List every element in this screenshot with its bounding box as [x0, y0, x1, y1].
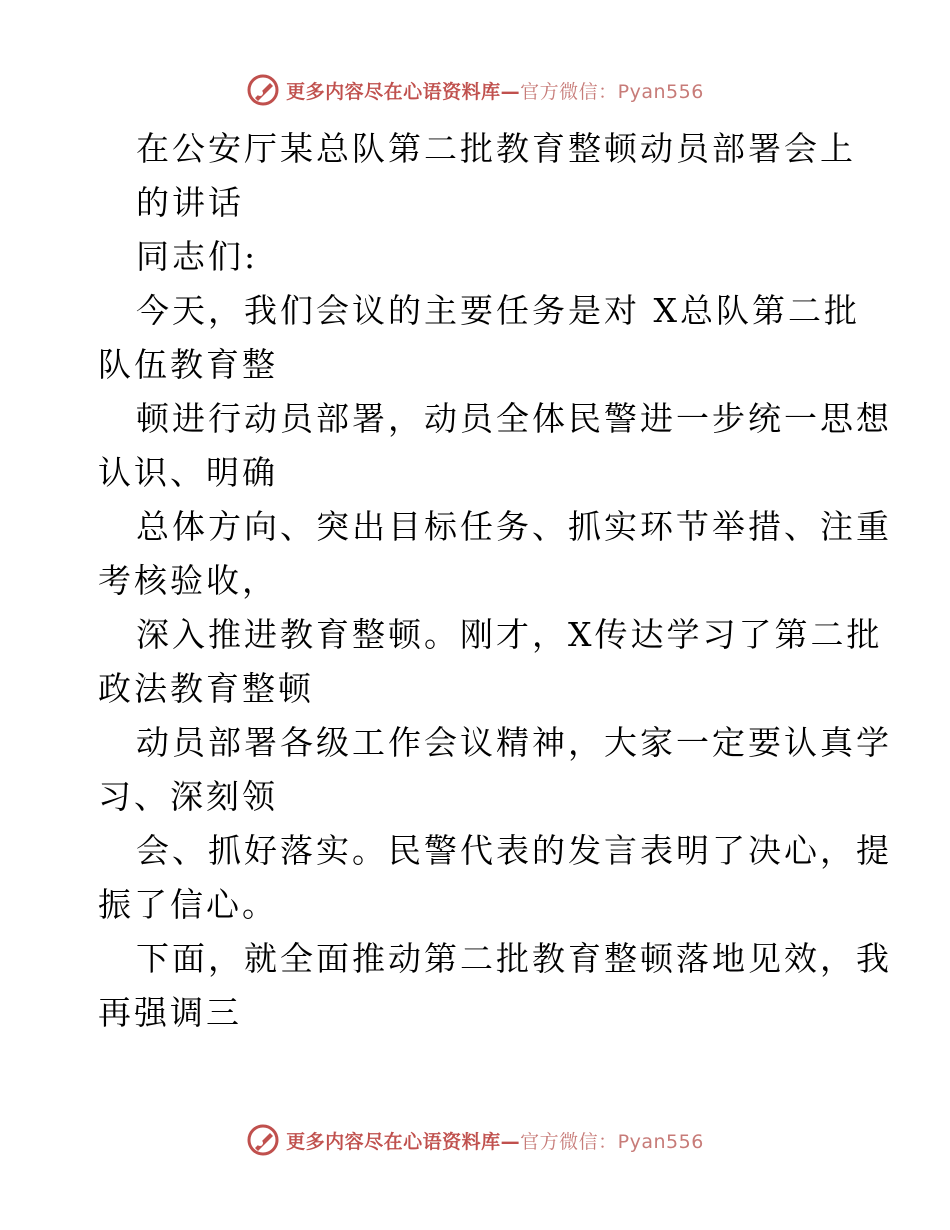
text-line: 考核验收，	[98, 561, 278, 600]
text-line: 同志们:	[136, 237, 259, 276]
text-line: 下面，就全面推动第二批教育整顿落地见效，我	[136, 939, 892, 978]
text-line: 的讲话	[136, 183, 244, 222]
text-line: 政法教育整顿	[98, 669, 314, 708]
text-line: 队伍教育整	[98, 345, 278, 384]
text-line: 再强调三	[98, 993, 242, 1032]
header-watermark	[0, 70, 950, 110]
text-line: 深入推进教育整顿。刚才，X传达学习了第二批	[136, 615, 883, 654]
pen-circle-logo-icon	[246, 73, 280, 107]
footer-watermark	[0, 1120, 950, 1160]
text-line: 今天，我们会议的主要任务是对 X总队第二批	[136, 291, 860, 330]
watermark-text: 更多内容尽在心语资料库—官方微信：Pyan556	[286, 1130, 704, 1153]
text-line: 会、抓好落实。民警代表的发言表明了决心，提	[136, 831, 892, 870]
pen-circle-logo-icon	[246, 1123, 280, 1157]
watermark-text: 更多内容尽在心语资料库—官方微信：Pyan556	[286, 80, 704, 103]
text-line: 在公安厅某总队第二批教育整顿动员部署会上	[136, 129, 856, 168]
text-line: 振了信心。	[98, 885, 278, 924]
text-line: 认识、明确	[98, 453, 278, 492]
text-line: 习、深刻领	[98, 777, 278, 816]
text-line: 顿进行动员部署，动员全体民警进一步统一思想	[136, 399, 892, 438]
text-line: 总体方向、突出目标任务、抓实环节举措、注重	[136, 507, 892, 546]
document-body	[0, 122, 950, 1040]
text-line: 动员部署各级工作会议精神，大家一定要认真学	[136, 723, 892, 762]
